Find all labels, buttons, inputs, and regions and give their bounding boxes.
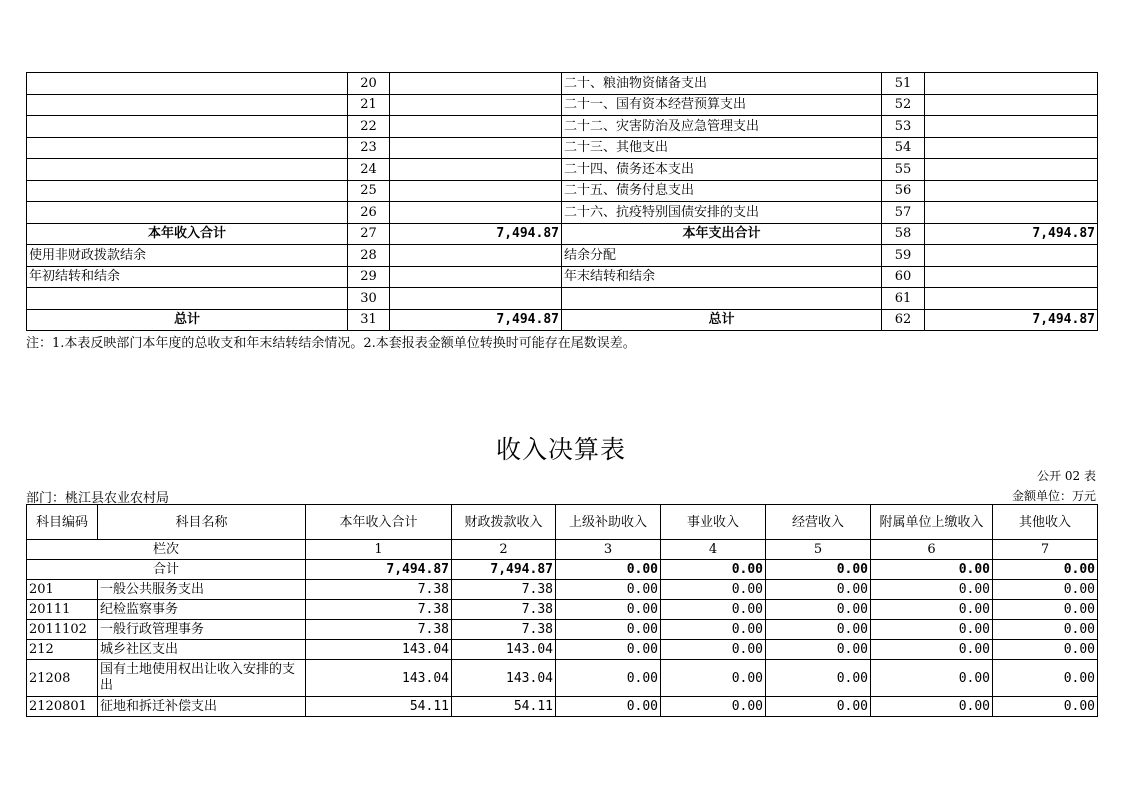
expense-amount: [925, 116, 1098, 138]
income-amount: [390, 288, 562, 310]
income-item-label: 本年收入合计: [27, 223, 348, 245]
row-number: 26: [348, 202, 390, 224]
summary-row: [27, 159, 1098, 181]
income-amount: [390, 137, 562, 159]
row-number: 23: [348, 137, 390, 159]
income-item-label: [27, 288, 348, 310]
amount-cell: 0.00: [871, 640, 993, 660]
table-row: [27, 640, 1098, 660]
total-value: 7,494.87: [306, 560, 452, 580]
summary-row: [27, 202, 1098, 224]
header-cell: 科目名称: [98, 505, 306, 540]
table-row: [27, 660, 1098, 697]
row-number: 58: [882, 223, 925, 245]
expense-amount: [925, 288, 1098, 310]
income-amount: [390, 245, 562, 267]
income-item-label: 总计: [27, 309, 348, 331]
table-row: [27, 697, 1098, 717]
income-item-label: [27, 137, 348, 159]
amount-cell: 0.00: [766, 580, 871, 600]
amount-cell: 0.00: [661, 620, 766, 640]
amount-cell: 0.00: [993, 697, 1098, 717]
amount-cell: 0.00: [556, 580, 661, 600]
row-number: 20: [348, 73, 390, 95]
row-number: 60: [882, 266, 925, 288]
expense-amount: [925, 159, 1098, 181]
row-number: 22: [348, 116, 390, 138]
column-number: 2: [452, 540, 556, 560]
income-item-label: [27, 202, 348, 224]
row-number: 31: [348, 309, 390, 331]
expense-item-label: 二十三、其他支出: [562, 137, 882, 159]
total-value: 7,494.87: [452, 560, 556, 580]
total-value: 0.00: [661, 560, 766, 580]
amount-cell: 0.00: [661, 580, 766, 600]
amount-cell: 0.00: [661, 600, 766, 620]
header-cell: 财政拨款收入: [452, 505, 556, 540]
amount-cell: 0.00: [993, 620, 1098, 640]
subject-code: 2120801: [27, 697, 98, 717]
row-number: 29: [348, 266, 390, 288]
subject-code: 212: [27, 640, 98, 660]
amount-unit-label: 金额单位：万元: [1011, 489, 1096, 503]
amount-cell: 143.04: [306, 640, 452, 660]
row-number: 54: [882, 137, 925, 159]
income-amount: 7,494.87: [390, 223, 562, 245]
summary-row: [27, 137, 1098, 159]
subject-name: 一般公共服务支出: [98, 580, 306, 600]
row-number: 59: [882, 245, 925, 267]
amount-cell: 7.38: [306, 600, 452, 620]
header-row: [27, 505, 1098, 540]
subject-code: 201: [27, 580, 98, 600]
amount-cell: 0.00: [871, 660, 993, 697]
expense-item-label: 结余分配: [562, 245, 882, 267]
summary-row: [27, 223, 1098, 245]
amount-cell: 0.00: [871, 697, 993, 717]
row-number: 30: [348, 288, 390, 310]
expense-item-label: 年末结转和结余: [562, 266, 882, 288]
amount-cell: 0.00: [661, 697, 766, 717]
income-amount: [390, 202, 562, 224]
amount-cell: 54.11: [452, 697, 556, 717]
amount-cell: 0.00: [993, 660, 1098, 697]
amount-cell: 0.00: [556, 620, 661, 640]
expense-amount: 7,494.87: [925, 223, 1098, 245]
amount-cell: 7.38: [306, 620, 452, 640]
table-row: [27, 580, 1098, 600]
income-item-label: [27, 94, 348, 116]
subject-name: 城乡社区支出: [98, 640, 306, 660]
expense-amount: [925, 180, 1098, 202]
amount-cell: 143.04: [452, 660, 556, 697]
expense-amount: [925, 266, 1098, 288]
income-amount: [390, 159, 562, 181]
amount-cell: 0.00: [871, 620, 993, 640]
header-cell: 本年收入合计: [306, 505, 452, 540]
header-cell: 科目编码: [27, 505, 98, 540]
row-number: 62: [882, 309, 925, 331]
amount-cell: 7.38: [452, 620, 556, 640]
form-code: 公开 02 表: [1037, 469, 1096, 483]
subject-name: 纪检监察事务: [98, 600, 306, 620]
expense-amount: [925, 245, 1098, 267]
column-number: 3: [556, 540, 661, 560]
row-number: 52: [882, 94, 925, 116]
column-number: 6: [871, 540, 993, 560]
amount-cell: 0.00: [993, 600, 1098, 620]
row-number: 61: [882, 288, 925, 310]
row-number: 55: [882, 159, 925, 181]
summary-row: [27, 116, 1098, 138]
column-number: 4: [661, 540, 766, 560]
expense-amount: [925, 73, 1098, 95]
row-number: 25: [348, 180, 390, 202]
income-item-label: [27, 116, 348, 138]
row-number: 21: [348, 94, 390, 116]
summary-row: [27, 288, 1098, 310]
expense-amount: [925, 137, 1098, 159]
summary-row: [27, 94, 1098, 116]
column-number: 5: [766, 540, 871, 560]
expense-item-label: 二十六、抗疫特别国债安排的支出: [562, 202, 882, 224]
expense-amount: 7,494.87: [925, 309, 1098, 331]
subject-name: 征地和拆迁补偿支出: [98, 697, 306, 717]
income-item-label: 使用非财政拨款结余: [27, 245, 348, 267]
expense-item-label: 总计: [562, 309, 882, 331]
page-title: 收入决算表: [495, 435, 626, 464]
column-index-row: [27, 540, 1098, 560]
expense-item-label: [562, 288, 882, 310]
subject-name: 一般行政管理事务: [98, 620, 306, 640]
amount-cell: 0.00: [556, 640, 661, 660]
amount-cell: 0.00: [993, 580, 1098, 600]
subject-code: 20111: [27, 600, 98, 620]
department-label: 部门：桃江县农业农村局: [26, 491, 170, 506]
amount-cell: 0.00: [871, 600, 993, 620]
income-amount: [390, 116, 562, 138]
column-number: 1: [306, 540, 452, 560]
income-item-label: [27, 159, 348, 181]
income-statement-table: [26, 504, 1098, 717]
subject-name: 国有土地使用权出让收入安排的支出: [98, 660, 306, 697]
total-value: 0.00: [766, 560, 871, 580]
total-value: 0.00: [556, 560, 661, 580]
row-number: 24: [348, 159, 390, 181]
total-row: [27, 560, 1098, 580]
amount-cell: 0.00: [661, 640, 766, 660]
amount-cell: 0.00: [766, 697, 871, 717]
summary-row: [27, 309, 1098, 331]
row-number: 57: [882, 202, 925, 224]
amount-cell: 0.00: [556, 660, 661, 697]
amount-cell: 0.00: [556, 600, 661, 620]
column-index-label: 栏次: [27, 540, 306, 560]
table-row: [27, 620, 1098, 640]
row-number: 51: [882, 73, 925, 95]
total-label: 合计: [27, 560, 306, 580]
amount-cell: 7.38: [452, 600, 556, 620]
expense-amount: [925, 202, 1098, 224]
summary-row: [27, 180, 1098, 202]
amount-cell: 7.38: [306, 580, 452, 600]
amount-cell: 0.00: [993, 640, 1098, 660]
income-amount: [390, 73, 562, 95]
summary-row: [27, 266, 1098, 288]
income-amount: [390, 266, 562, 288]
income-table-body: [27, 580, 1098, 717]
row-number: 28: [348, 245, 390, 267]
income-item-label: [27, 180, 348, 202]
row-number: 27: [348, 223, 390, 245]
amount-cell: 0.00: [766, 600, 871, 620]
expense-item-label: 二十一、国有资本经营预算支出: [562, 94, 882, 116]
table-footnote: 注：1.本表反映部门本年度的总收支和年末结转结余情况。2.本套报表金额单位转换时可能存在尾数误差。: [26, 336, 636, 351]
header-cell: 上级补助收入: [556, 505, 661, 540]
summary-table-body: [27, 73, 1098, 331]
total-value: 0.00: [871, 560, 993, 580]
expense-item-label: 二十、粮油物资储备支出: [562, 73, 882, 95]
amount-cell: 7.38: [452, 580, 556, 600]
amount-cell: 0.00: [661, 660, 766, 697]
summary-row: [27, 73, 1098, 95]
header-cell: 事业收入: [661, 505, 766, 540]
expense-item-label: 二十二、灾害防治及应急管理支出: [562, 116, 882, 138]
income-item-label: 年初结转和结余: [27, 266, 348, 288]
amount-cell: 54.11: [306, 697, 452, 717]
row-number: 53: [882, 116, 925, 138]
amount-cell: 0.00: [766, 660, 871, 697]
amount-cell: 0.00: [766, 620, 871, 640]
income-amount: [390, 94, 562, 116]
summary-row: [27, 245, 1098, 267]
subject-code: 2011102: [27, 620, 98, 640]
expense-item-label: 本年支出合计: [562, 223, 882, 245]
amount-cell: 0.00: [766, 640, 871, 660]
summary-table-continued: [26, 72, 1098, 331]
expense-amount: [925, 94, 1098, 116]
expense-item-label: 二十四、债务还本支出: [562, 159, 882, 181]
income-amount: [390, 180, 562, 202]
total-value: 0.00: [993, 560, 1098, 580]
row-number: 56: [882, 180, 925, 202]
income-amount: 7,494.87: [390, 309, 562, 331]
amount-cell: 143.04: [306, 660, 452, 697]
amount-cell: 0.00: [871, 580, 993, 600]
amount-cell: 143.04: [452, 640, 556, 660]
amount-cell: 0.00: [556, 697, 661, 717]
income-item-label: [27, 73, 348, 95]
subject-code: 21208: [27, 660, 98, 697]
header-cell: 附属单位上缴收入: [871, 505, 993, 540]
table-row: [27, 600, 1098, 620]
expense-item-label: 二十五、债务付息支出: [562, 180, 882, 202]
column-number: 7: [993, 540, 1098, 560]
header-cell: 其他收入: [993, 505, 1098, 540]
header-cell: 经营收入: [766, 505, 871, 540]
